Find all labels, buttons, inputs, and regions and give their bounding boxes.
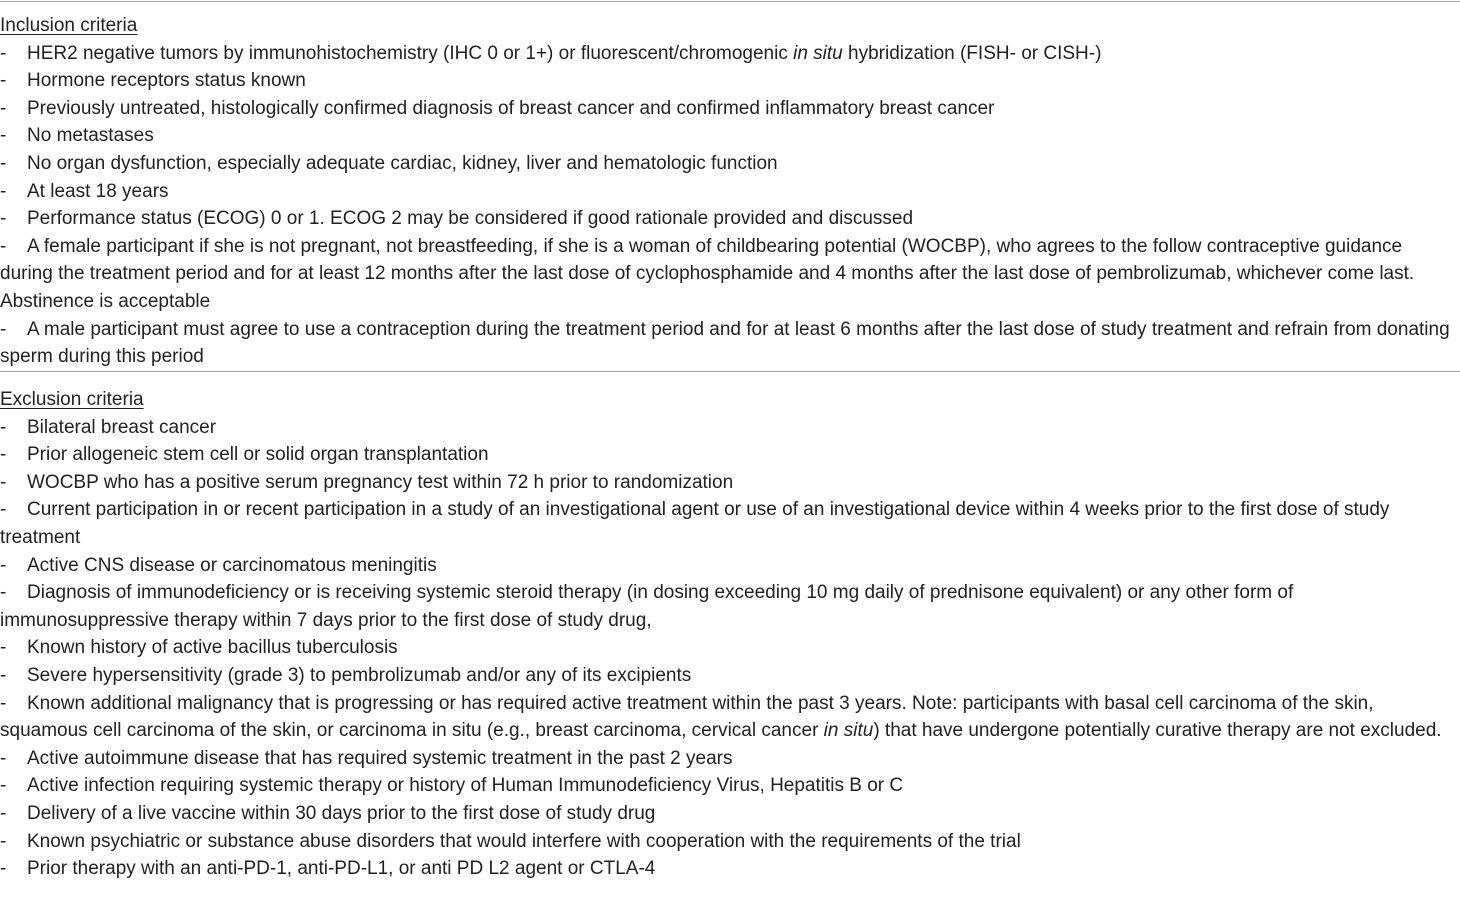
list-dash: - (0, 180, 7, 202)
criterion-item (0, 855, 1452, 883)
inclusion-criteria-list (0, 40, 1452, 371)
exclusion-criteria-section (0, 386, 1452, 883)
criterion-item (0, 414, 1452, 442)
criterion-item (0, 828, 1452, 856)
criterion-item (0, 496, 1452, 551)
criterion-text: No organ dysfunction, especially adequate cardiac, kidney, liver and hematologic function (27, 152, 778, 174)
criterion-text: At least 18 years (27, 180, 169, 202)
criterion-text: HER2 negative tumors by immunohistochemistry (IHC 0 or 1+) or fluorescent/chromogenic (27, 42, 794, 64)
criterion-text: Active CNS disease or carcinomatous meningitis (27, 554, 437, 576)
criterion-item (0, 579, 1452, 634)
list-dash: - (0, 830, 7, 852)
list-dash: - (0, 152, 7, 174)
criterion-text: Diagnosis of immunodeficiency or is receiving systemic steroid therapy (in dosing exceeding 10 mg daily of prednisone equivalent) or any other form of immunosuppressive therapy within 7 days prior to the first dose of study drug, (0, 582, 1294, 631)
section-divider (0, 371, 1460, 372)
criterion-text: A female participant if she is not pregnant, not breastfeeding, if she is a woman of childbearing potential (WOCBP), who agrees to the follow contraceptive guidance during the treatment period and for at least 12 months after the last dose of cyclophosphamide and 4 months after the last dose of pembrolizumab, whichever come last. Abstinence is acceptable (0, 235, 1415, 312)
criterion-item (0, 205, 1452, 233)
list-dash: - (0, 444, 7, 466)
criterion-text-italic: in situ (793, 42, 843, 64)
criterion-item (0, 95, 1452, 123)
exclusion-criteria-title: Exclusion criteria (0, 389, 144, 410)
criterion-item (0, 690, 1452, 745)
criterion-text: Known history of active bacillus tuberculosis (27, 637, 398, 659)
criterion-text: WOCBP who has a positive serum pregnancy test within 72 h prior to randomization (27, 471, 734, 493)
criterion-item (0, 634, 1452, 662)
criterion-text: Prior therapy with an anti-PD-1, anti-PD-L1, or anti PD L2 agent or CTLA-4 (27, 858, 656, 880)
list-dash: - (0, 664, 7, 686)
criterion-text: Delivery of a live vaccine within 30 days prior to the first dose of study drug (27, 802, 656, 824)
list-dash: - (0, 692, 7, 714)
list-dash: - (0, 416, 7, 438)
list-dash: - (0, 70, 7, 92)
criterion-text-italic: in situ (823, 720, 874, 742)
criterion-text: A male participant must agree to use a contraception during the treatment period and for at least 6 months after the last dose of study treatment and refrain from donating sperm during this period (0, 318, 1450, 368)
criterion-text: Current participation in or recent participation in a study of an investigational agent or use of an investigational device within 4 weeks prior to the first dose of study treatment (0, 499, 1390, 548)
list-dash: - (0, 554, 7, 576)
list-dash: - (0, 775, 7, 797)
criterion-text: ) that have undergone potentially curative therapy are not excluded. (873, 720, 1442, 742)
list-dash: - (0, 858, 7, 880)
criterion-text: Known psychiatric or substance abuse disorders that would interfere with cooperation with the requirements of the trial (27, 830, 1021, 852)
criterion-text: Previously untreated, histologically confirmed diagnosis of breast cancer and confirmed inflammatory breast cancer (27, 97, 995, 119)
list-dash: - (0, 208, 7, 230)
criterion-item (0, 745, 1452, 773)
list-dash: - (0, 125, 7, 147)
list-dash: - (0, 747, 7, 769)
list-dash: - (0, 802, 7, 824)
list-dash: - (0, 318, 7, 340)
criterion-item (0, 122, 1452, 150)
criterion-item (0, 552, 1452, 580)
criterion-item (0, 469, 1452, 497)
criterion-item (0, 150, 1452, 178)
criterion-text: Prior allogeneic stem cell or solid organ transplantation (27, 444, 489, 466)
list-dash: - (0, 637, 7, 659)
list-dash: - (0, 471, 7, 493)
list-dash: - (0, 582, 7, 604)
criterion-text: hybridization (FISH- or CISH-) (842, 42, 1102, 64)
criterion-item (0, 178, 1452, 206)
criterion-text: No metastases (27, 125, 154, 147)
criterion-text: Active infection requiring systemic therapy or history of Human Immunodeficiency Virus, Hepatitis B or C (27, 775, 904, 797)
inclusion-criteria-section (0, 12, 1452, 371)
criterion-item (0, 40, 1452, 68)
criterion-text: Bilateral breast cancer (27, 416, 217, 438)
list-dash: - (0, 97, 7, 119)
list-dash: - (0, 42, 7, 64)
criterion-item (0, 233, 1452, 316)
criterion-item (0, 441, 1452, 469)
list-dash: - (0, 235, 7, 257)
criterion-text: Severe hypersensitivity (grade 3) to pembrolizumab and/or any of its excipients (27, 664, 692, 686)
criterion-item (0, 800, 1452, 828)
exclusion-criteria-list (0, 414, 1452, 883)
criterion-text: Hormone receptors status known (27, 70, 306, 92)
criterion-item (0, 662, 1452, 690)
criterion-item (0, 772, 1452, 800)
list-dash: - (0, 499, 7, 521)
criterion-item (0, 67, 1452, 95)
criterion-text: Performance status (ECOG) 0 or 1. ECOG 2 may be considered if good rationale provided and discussed (27, 208, 914, 230)
top-rule (0, 1, 1460, 2)
criterion-text: Known additional malignancy that is progressing or has required active treatment within the past 3 years. Note: participants with basal cell carcinoma of the skin, squamous cell carcinoma of the skin, or carcinoma in situ (e.g., breast carcinoma, cervical cancer (0, 692, 1374, 742)
criterion-item (0, 316, 1452, 371)
criterion-text: Active autoimmune disease that has required systemic treatment in the past 2 years (27, 747, 733, 769)
inclusion-criteria-title: Inclusion criteria (0, 15, 138, 36)
